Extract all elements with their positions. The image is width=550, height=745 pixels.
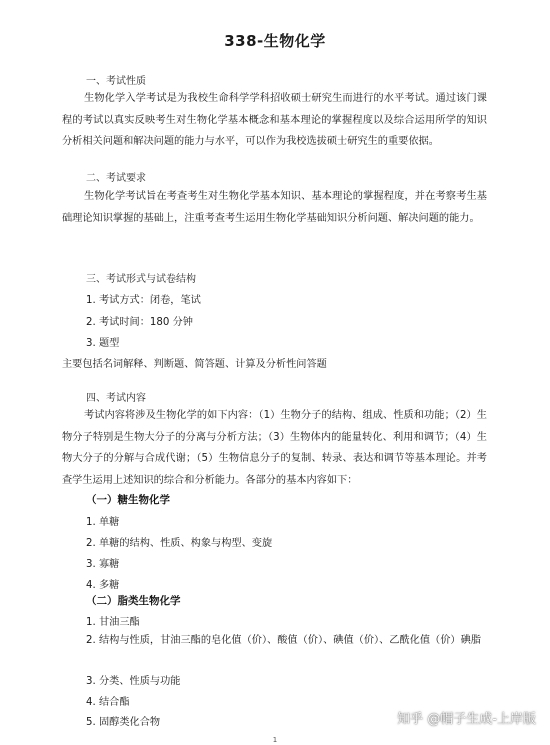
subsection-heading: （二）脂类生物化学 [86,595,181,607]
section-heading: 二、考试要求 [86,173,146,184]
page-number: 1 [272,736,278,744]
list-item: 1. 单糖 [86,517,120,528]
list-item: 1. 考试方式：闭卷，笔试 [86,295,201,306]
list-item: 3. 寡糖 [86,559,120,570]
section-heading: 三、考试形式与试卷结构 [86,274,196,285]
section-body: 考试内容将涉及生物化学的如下内容：（1）生物分子的结构、组成、性质和功能；（2）生物分子特别是生物大分子的分离与分析方法；（3）生物体内的能量转化、利用和调节；（4）生物大分子的分解与合成代谢；（5）生物信息分子的复制、转录、表达和调节等基本理论。并考查学生运用上述知识的综合和分析能力。各部分的基本内容如下： [62,410,487,486]
list-item: 3. 分类、性质与功能 [86,676,181,687]
watermark: 知乎 @帽子生成-上岸版 [397,712,536,727]
list-item: 2. 单糖的结构、性质、构象与构型、变旋 [86,538,273,549]
list-item: 2. 结构与性质，甘油三酯的皂化值（价）、酸值（价）、碘值（价）、乙酰化值（价）碘脂 [86,635,481,646]
section-heading: 一、考试性质 [86,76,146,87]
list-item: 2. 考试时间：180 分钟 [86,317,193,328]
list-item: 4. 结合酯 [86,697,130,708]
list-item: 5. 固醇类化合物 [86,717,161,728]
list-item: 3. 题型 [86,338,120,349]
list-item: 4. 多糖 [86,580,120,591]
subsection-heading: （一）糖生物化学 [86,494,170,506]
document-title: 338-生物化学 [224,32,326,50]
section-note: 主要包括名词解释、判断题、简答题、计算及分析性问答题 [62,359,327,370]
section-body: 生物化学入学考试是为我校生命科学学科招收硕士研究生而进行的水平考试。通过该门课程的考试以真实反映考生对生物化学基本概念和基本理论的掌握程度以及综合运用所学的知识分析相关问题和解决问题的能力与水平，可以作为我校选拔硕士研究生的重要依据。 [62,93,487,147]
list-item: 1. 甘油三酯 [86,617,140,628]
section-body: 生物化学考试旨在考查考生对生物化学基本知识、基本理论的掌握程度，并在考察考生基础理论知识掌握的基础上，注重考查考生运用生物化学基础知识分析问题、解决问题的能力。 [62,191,487,224]
section-heading: 四、考试内容 [86,393,146,404]
